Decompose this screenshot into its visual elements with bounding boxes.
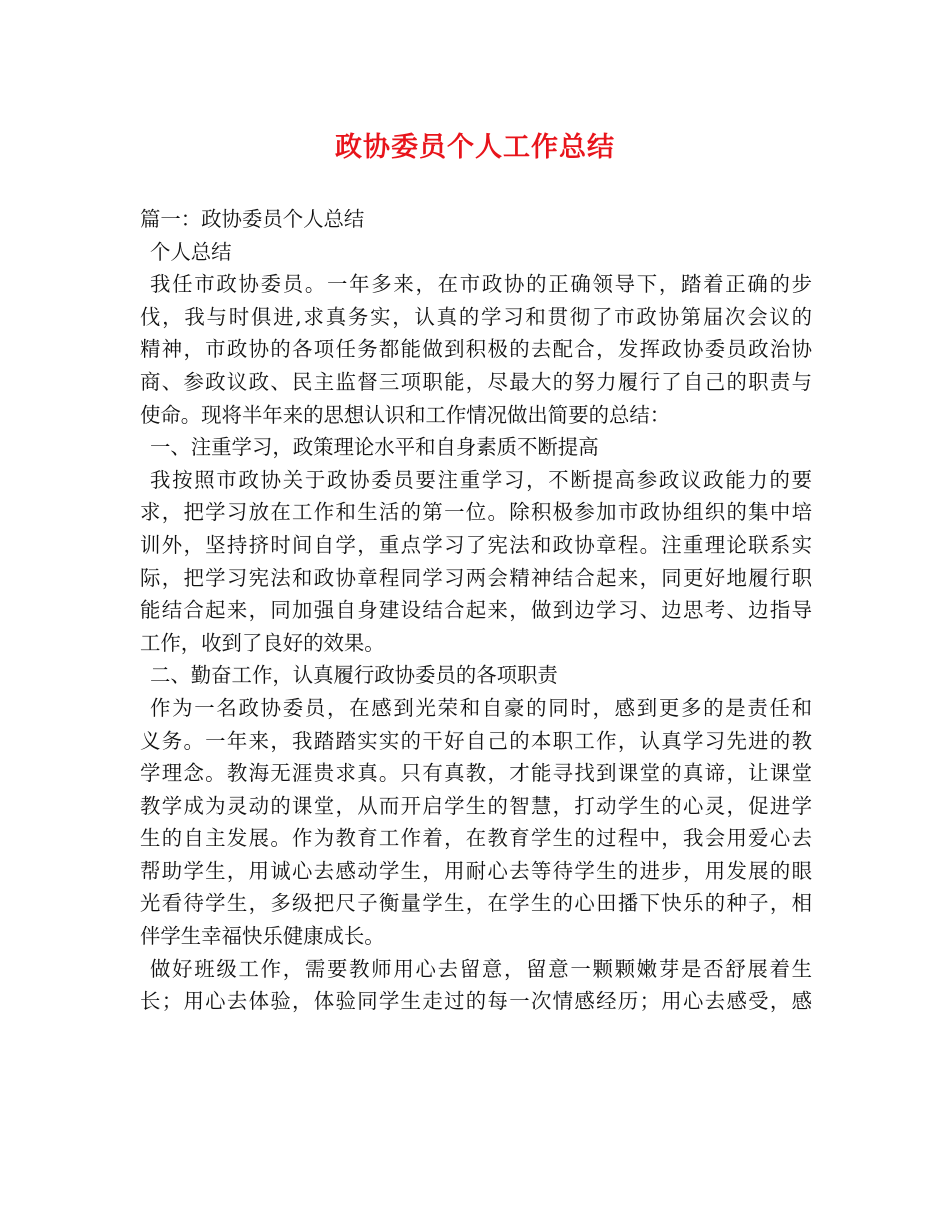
- subheading: 个人总结: [150, 239, 232, 264]
- paragraph-line: 我任市政协委员。一年多来，在市政协的正确领导下，踏着正确的步: [150, 272, 812, 297]
- paragraph-line: 际，把学习宪法和政协章程同学习两会精神结合起来，同更好地履行职: [140, 565, 812, 590]
- section-heading: 一、注重学习，政策理论水平和自身素质不断提高: [150, 435, 599, 460]
- paragraph-line: 精神，市政协的各项任务都能做到积极的去配合，发挥政协委员政治协: [140, 337, 812, 362]
- section-heading: 篇一：政协委员个人总结: [140, 207, 365, 231]
- paragraph-line: 帮助学生，用诚心去感动学生，用耐心去等待学生的进步，用发展的眼: [140, 858, 812, 883]
- paragraph-line: 光看待学生，多级把尺子衡量学生，在学生的心田播下快乐的种子，相: [140, 891, 812, 916]
- paragraph-line: 做好班级工作，需要教师用心去留意，留意一颗颗嫩芽是否舒展着生: [150, 956, 812, 981]
- paragraph-line: 长；用心去体验，体验同学生走过的每一次情感经历；用心去感受，感: [140, 989, 812, 1014]
- paragraph-line: 教学成为灵动的课堂，从而开启学生的智慧，打动学生的心灵，促进学: [140, 793, 812, 818]
- document-title: 政协委员个人工作总结: [335, 132, 615, 163]
- paragraph-line: 生的自主发展。作为教育工作着，在教育学生的过程中，我会用爱心去: [140, 826, 812, 851]
- paragraph-line: 伴学生幸福快乐健康成长。: [140, 924, 385, 949]
- paragraph-line: 伐，我与时俱进,求真务实，认真的学习和贯彻了市政协第届次会议的: [140, 304, 812, 329]
- paragraph-line: 工作，收到了良好的效果。: [140, 630, 385, 655]
- paragraph-line: 求，把学习放在工作和生活的第一位。除积极参加市政协组织的集中培: [140, 500, 812, 525]
- paragraph-line: 学理念。教海无涯贵求真。只有真教，才能寻找到课堂的真谛，让课堂: [140, 761, 812, 786]
- paragraph-line: 作为一名政协委员，在感到光荣和自豪的同时，感到更多的是责任和: [150, 695, 812, 720]
- document-body: [140, 203, 812, 1018]
- section-heading: 二、勤奋工作，认真履行政协委员的各项职责: [150, 663, 558, 688]
- paragraph-line: 能结合起来，同加强自身建设结合起来，做到边学习、边思考、边指导: [140, 598, 812, 623]
- paragraph-line: 商、参政议政、民主监督三项职能，尽最大的努力履行了自己的职责与: [140, 369, 812, 394]
- paragraph-line: 义务。一年来，我踏踏实实的干好自己的本职工作，认真学习先进的教: [140, 728, 812, 753]
- paragraph-line: 使命。现将半年来的思想认识和工作情况做出简要的总结：: [140, 402, 671, 427]
- paragraph-line: 我按照市政协关于政协委员要注重学习，不断提高参政议政能力的要: [150, 467, 812, 492]
- paragraph-line: 训外，坚持挤时间自学，重点学习了宪法和政协章程。注重理论联系实: [140, 532, 812, 557]
